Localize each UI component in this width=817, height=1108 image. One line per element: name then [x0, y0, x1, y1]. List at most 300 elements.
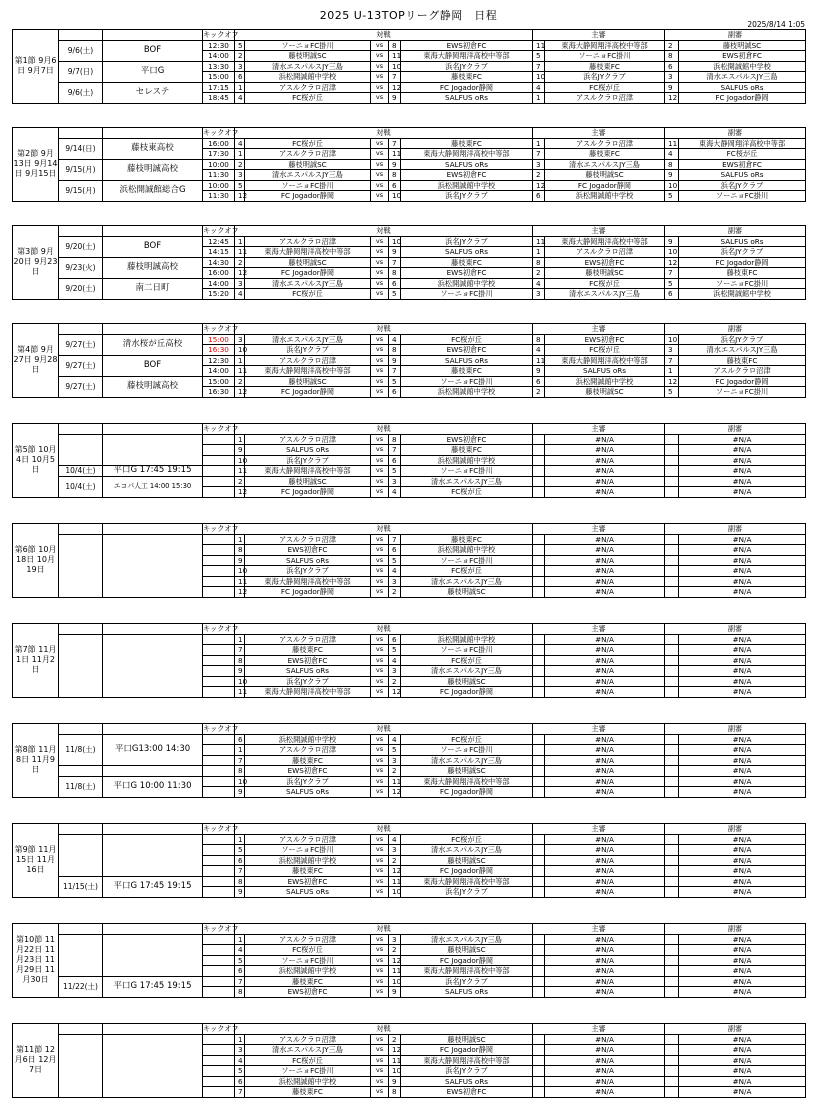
away-team-number: 8 [389, 40, 401, 51]
vs-label: vs [371, 755, 389, 766]
home-team-number: 11 [235, 687, 245, 698]
assistant-team: 藤枝東FC [679, 268, 806, 279]
away-team: EWS初倉FC [401, 170, 533, 181]
vs-label: vs [371, 934, 389, 945]
vs-label: vs [371, 159, 389, 170]
home-team: 浜松開誠館中学校 [245, 734, 371, 745]
assistant-number: 10 [665, 334, 679, 345]
away-team-number: 11 [389, 966, 401, 977]
round-header-row [13, 424, 806, 435]
away-team-number: 8 [389, 345, 401, 356]
away-team: 清水エスパルスJY三島 [401, 666, 533, 677]
vs-label: vs [371, 876, 389, 887]
home-team-number: 4 [235, 945, 245, 956]
vs-label: vs [371, 634, 389, 645]
match-venue [103, 834, 203, 876]
kickoff-time [203, 834, 235, 845]
referee-team: #N/A [545, 787, 665, 798]
header-match: 対戦 [235, 524, 533, 535]
assistant-number: 8 [665, 159, 679, 170]
home-team-number: 5 [235, 180, 245, 191]
kickoff-time [203, 734, 235, 745]
away-team: 東海大静岡翔洋高校中等部 [401, 776, 533, 787]
home-team-number: 9 [235, 887, 245, 898]
away-team-number: 10 [389, 976, 401, 987]
assistant-team: 東海大静岡翔洋高校中等部 [679, 138, 806, 149]
referee-team: #N/A [545, 866, 665, 877]
referee-number [533, 734, 545, 745]
header-referee: 主審 [533, 524, 665, 535]
assistant-team: #N/A [679, 676, 806, 687]
match-date: 9/20(土) [59, 278, 103, 299]
header-date-blank [59, 524, 103, 535]
away-team: 浜名JYクラブ [401, 61, 533, 72]
home-team: 浜松開誠館中学校 [245, 72, 371, 83]
assistant-number: 9 [665, 82, 679, 93]
referee-number [533, 545, 545, 556]
away-team-number: 5 [389, 745, 401, 756]
match-venue: 浜松開誠館総合G [103, 180, 203, 201]
assistant-team: #N/A [679, 576, 806, 587]
vs-label: vs [371, 387, 389, 398]
header-assistant: 副審 [665, 226, 806, 237]
home-team: 清水エスパルスJY三島 [245, 278, 371, 289]
referee-team: アスルクラロ沼津 [545, 247, 665, 258]
match-date: 9/15(月) [59, 159, 103, 180]
home-team-number: 9 [235, 445, 245, 456]
match-row [13, 334, 806, 345]
referee-number [533, 434, 545, 445]
away-team-number: 12 [389, 82, 401, 93]
home-team: 浜名JYクラブ [245, 345, 371, 356]
home-team: SALFUS oRs [245, 666, 371, 677]
vs-label: vs [371, 855, 389, 866]
away-team: ソーニョFC掛川 [401, 645, 533, 656]
match-date: 9/27(土) [59, 334, 103, 355]
referee-number: 4 [533, 82, 545, 93]
referee-number: 1 [533, 138, 545, 149]
home-team-number: 10 [235, 676, 245, 687]
assistant-team: FC Jogador静岡 [679, 376, 806, 387]
referee-team: #N/A [545, 466, 665, 477]
home-team: 藤枝明誠SC [245, 376, 371, 387]
match-venue: セレステ [103, 82, 203, 103]
round-header-row [13, 30, 806, 41]
home-team: 清水エスパルスJY三島 [245, 334, 371, 345]
away-team: SALFUS oRs [401, 1076, 533, 1087]
kickoff-time [203, 1034, 235, 1045]
round-header-row [13, 924, 806, 935]
home-team: 東海大静岡翔洋高校中等部 [245, 366, 371, 377]
assistant-number [665, 834, 679, 845]
away-team: FC桜が丘 [401, 655, 533, 666]
away-team-number: 4 [389, 655, 401, 666]
away-team-number: 5 [389, 555, 401, 566]
kickoff-time [203, 745, 235, 756]
match-venue: 南二日町 [103, 278, 203, 299]
assistant-team: 藤枝東FC [679, 355, 806, 366]
assistant-team: #N/A [679, 966, 806, 977]
assistant-team: #N/A [679, 945, 806, 956]
assistant-team: #N/A [679, 587, 806, 598]
kickoff-time [203, 1087, 235, 1098]
home-team-number: 4 [235, 138, 245, 149]
home-team: 浜名JYクラブ [245, 776, 371, 787]
header-assistant: 副審 [665, 924, 806, 935]
home-team: 藤枝東FC [245, 976, 371, 987]
assistant-number [665, 1066, 679, 1077]
home-team: 東海大静岡翔洋高校中等部 [245, 466, 371, 477]
kickoff-time: 13:30 [203, 61, 235, 72]
referee-number [533, 834, 545, 845]
header-referee: 主審 [533, 128, 665, 139]
header-venue-blank [103, 1024, 203, 1035]
away-team: 藤枝東FC [401, 72, 533, 83]
kickoff-time: 15:00 [203, 72, 235, 83]
referee-number [533, 866, 545, 877]
kickoff-time [203, 887, 235, 898]
kickoff-time [203, 945, 235, 956]
referee-team: #N/A [545, 845, 665, 856]
referee-team: #N/A [545, 666, 665, 677]
away-team: 浜名JYクラブ [401, 236, 533, 247]
kickoff-time [203, 766, 235, 777]
home-team-number: 9 [235, 555, 245, 566]
away-team: 清水エスパルスJY三島 [401, 934, 533, 945]
match-row [13, 434, 806, 445]
match-date: 11/8(土) [59, 776, 103, 797]
vs-label: vs [371, 257, 389, 268]
home-team-number: 11 [235, 466, 245, 477]
referee-team: 藤枝東FC [545, 149, 665, 160]
away-team-number: 7 [389, 72, 401, 83]
referee-team: 東海大静岡翔洋高校中等部 [545, 236, 665, 247]
header-match: 対戦 [235, 30, 533, 41]
home-team-number: 1 [235, 149, 245, 160]
match-venue: 清水桜が丘高校 [103, 334, 203, 355]
away-team-number: 12 [389, 955, 401, 966]
referee-team: #N/A [545, 566, 665, 577]
referee-number [533, 476, 545, 487]
assistant-team: #N/A [679, 855, 806, 866]
assistant-number [665, 987, 679, 998]
match-date [59, 834, 103, 876]
home-team-number: 5 [235, 845, 245, 856]
match-row [13, 61, 806, 72]
away-team-number: 11 [389, 876, 401, 887]
round-block [12, 623, 806, 698]
referee-team: #N/A [545, 1034, 665, 1045]
kickoff-time [203, 966, 235, 977]
kickoff-time: 17:15 [203, 82, 235, 93]
referee-team: #N/A [545, 576, 665, 587]
match-row [13, 476, 806, 487]
home-team-number: 10 [235, 455, 245, 466]
match-row [13, 634, 806, 645]
referee-number: 10 [533, 72, 545, 83]
header-referee: 主審 [533, 824, 665, 835]
vs-label: vs [371, 40, 389, 51]
round-header-row [13, 524, 806, 535]
away-team: FC桜が丘 [401, 566, 533, 577]
match-venue [103, 766, 203, 777]
referee-number: 5 [533, 51, 545, 62]
referee-number [533, 845, 545, 856]
header-date-blank [59, 1024, 103, 1035]
assistant-number [665, 876, 679, 887]
away-team: 浜名JYクラブ [401, 887, 533, 898]
home-team-number: 2 [235, 51, 245, 62]
kickoff-time [203, 787, 235, 798]
header-kickoff: キックオフ [203, 524, 239, 534]
home-team: FC桜が丘 [245, 138, 371, 149]
assistant-number [665, 845, 679, 856]
referee-number [533, 445, 545, 456]
home-team: FC桜が丘 [245, 1055, 371, 1066]
away-team: ソーニョFC掛川 [401, 289, 533, 300]
assistant-team: 浜名JYクラブ [679, 247, 806, 258]
away-team-number: 10 [389, 1066, 401, 1077]
vs-label: vs [371, 534, 389, 545]
assistant-team: EWS初倉FC [679, 159, 806, 170]
home-team-number: 2 [235, 257, 245, 268]
match-venue: 藤枝東高校 [103, 138, 203, 159]
kickoff-time: 18:45 [203, 93, 235, 104]
kickoff-time [203, 545, 235, 556]
header-venue-blank [103, 424, 203, 435]
away-team: FC桜が丘 [401, 734, 533, 745]
home-team: EWS初倉FC [245, 766, 371, 777]
vs-label: vs [371, 1034, 389, 1045]
kickoff-time [203, 655, 235, 666]
referee-team: 東海大静岡翔洋高校中等部 [545, 40, 665, 51]
kickoff-time [203, 534, 235, 545]
referee-team: #N/A [545, 755, 665, 766]
round-label: 第1節 9月6日 9月7日 [13, 30, 59, 104]
referee-team: 藤枝明誠SC [545, 268, 665, 279]
assistant-number [665, 545, 679, 556]
referee-team: #N/A [545, 587, 665, 598]
away-team-number: 4 [389, 834, 401, 845]
assistant-number: 7 [665, 355, 679, 366]
home-team: SALFUS oRs [245, 887, 371, 898]
kickoff-time [203, 487, 235, 498]
round-header-row [13, 824, 806, 835]
home-team: 藤枝東FC [245, 755, 371, 766]
kickoff-time [203, 1076, 235, 1087]
away-team-number: 3 [389, 666, 401, 677]
referee-team: #N/A [545, 445, 665, 456]
vs-label: vs [371, 745, 389, 756]
home-team-number: 10 [235, 345, 245, 356]
away-team: FC Jogador静岡 [401, 955, 533, 966]
kickoff-time [203, 987, 235, 998]
header-match: 対戦 [235, 424, 533, 435]
home-team-number: 8 [235, 876, 245, 887]
away-team-number: 6 [389, 180, 401, 191]
header-referee: 主審 [533, 624, 665, 635]
away-team: 浜名JYクラブ [401, 1066, 533, 1077]
assistant-number [665, 666, 679, 677]
assistant-team: #N/A [679, 976, 806, 987]
match-date: 10/4(土) [59, 466, 103, 477]
vs-label: vs [371, 466, 389, 477]
round-table [12, 423, 806, 498]
home-team: SALFUS oRs [245, 787, 371, 798]
assistant-team: #N/A [679, 466, 806, 477]
referee-number [533, 634, 545, 645]
assistant-team: #N/A [679, 445, 806, 456]
away-team-number: 11 [389, 776, 401, 787]
assistant-team: ソーニョFC掛川 [679, 191, 806, 202]
assistant-number [665, 645, 679, 656]
referee-number: 4 [533, 345, 545, 356]
home-team: 浜松開誠館中学校 [245, 966, 371, 977]
away-team-number: 7 [389, 534, 401, 545]
match-date: 10/4(土) [59, 476, 103, 497]
referee-team: EWS初倉FC [545, 334, 665, 345]
away-team-number: 12 [389, 787, 401, 798]
assistant-number [665, 1055, 679, 1066]
referee-team: 清水エスパルスJY三島 [545, 289, 665, 300]
header-assistant: 副審 [665, 624, 806, 635]
home-team-number: 8 [235, 545, 245, 556]
header-venue-blank [103, 724, 203, 735]
home-team-number: 12 [235, 587, 245, 598]
away-team-number: 11 [389, 149, 401, 160]
match-row [13, 40, 806, 51]
assistant-number: 6 [665, 61, 679, 72]
vs-label: vs [371, 289, 389, 300]
away-team: 浜名JYクラブ [401, 976, 533, 987]
match-row [13, 876, 806, 887]
match-venue: 藤枝明誠高校 [103, 376, 203, 397]
assistant-number: 11 [665, 138, 679, 149]
assistant-team: #N/A [679, 776, 806, 787]
assistant-number: 12 [665, 93, 679, 104]
round-block [12, 823, 806, 898]
referee-team: #N/A [545, 645, 665, 656]
away-team-number: 4 [389, 566, 401, 577]
referee-number: 6 [533, 376, 545, 387]
assistant-number [665, 776, 679, 787]
assistant-team: 浜松開誠館中学校 [679, 61, 806, 72]
match-row [13, 766, 806, 777]
assistant-number [665, 934, 679, 945]
header-kickoff: キックオフ [203, 128, 239, 138]
match-row [13, 834, 806, 845]
away-team-number: 8 [389, 268, 401, 279]
assistant-number: 9 [665, 236, 679, 247]
assistant-number [665, 445, 679, 456]
vs-label: vs [371, 376, 389, 387]
header-assistant: 副審 [665, 724, 806, 735]
vs-label: vs [371, 61, 389, 72]
assistant-number: 10 [665, 247, 679, 258]
referee-team: 東海大静岡翔洋高校中等部 [545, 355, 665, 366]
kickoff-time: 11:30 [203, 170, 235, 181]
home-team: FC Jogador静岡 [245, 587, 371, 598]
match-row [13, 734, 806, 745]
referee-team: #N/A [545, 534, 665, 545]
round-label: 第8節 11月8日 11月9日 [13, 724, 59, 798]
away-team: 浜松開誠館中学校 [401, 278, 533, 289]
home-team-number: 12 [235, 268, 245, 279]
away-team-number: 6 [389, 545, 401, 556]
header-referee: 主審 [533, 924, 665, 935]
away-team: 浜松開誠館中学校 [401, 634, 533, 645]
assistant-number [665, 1087, 679, 1098]
home-team: SALFUS oRs [245, 555, 371, 566]
assistant-team: SALFUS oRs [679, 170, 806, 181]
referee-number: 3 [533, 289, 545, 300]
assistant-number [665, 434, 679, 445]
referee-number [533, 887, 545, 898]
page-title: 2025 U-13TOPリーグ静岡 日程 [319, 9, 498, 22]
vs-label: vs [371, 170, 389, 181]
kickoff-time [203, 934, 235, 945]
home-team: 東海大静岡翔洋高校中等部 [245, 247, 371, 258]
vs-label: vs [371, 555, 389, 566]
round-header-row [13, 1024, 806, 1035]
assistant-team: #N/A [679, 845, 806, 856]
home-team: 浜松開誠館中学校 [245, 1076, 371, 1087]
home-team-number: 8 [235, 987, 245, 998]
vs-label: vs [371, 268, 389, 279]
away-team-number: 12 [389, 1045, 401, 1056]
away-team-number: 9 [389, 987, 401, 998]
match-venue: 平口G 17:45 19:15 [103, 976, 203, 997]
kickoff-time: 16:30 [203, 345, 235, 356]
home-team: 清水エスパルスJY三島 [245, 61, 371, 72]
away-team: 清水エスパルスJY三島 [401, 755, 533, 766]
match-venue: BOF [103, 236, 203, 257]
away-team: 清水エスパルスJY三島 [401, 845, 533, 856]
kickoff-time: 15:00 [203, 334, 235, 345]
home-team: EWS初倉FC [245, 987, 371, 998]
away-team-number: 10 [389, 887, 401, 898]
header-assistant: 副審 [665, 424, 806, 435]
home-team-number: 6 [235, 734, 245, 745]
header-venue-blank [103, 624, 203, 635]
referee-number [533, 587, 545, 598]
round-label: 第2節 9月13日 9月14日 9月15日 [13, 128, 59, 202]
header-kickoff: キックオフ [203, 226, 239, 236]
away-team-number: 3 [389, 755, 401, 766]
vs-label: vs [371, 455, 389, 466]
header-referee: 主審 [533, 724, 665, 735]
assistant-team: #N/A [679, 566, 806, 577]
assistant-team: 清水エスパルスJY三島 [679, 72, 806, 83]
away-team: 藤枝明誠SC [401, 855, 533, 866]
home-team: FC桜が丘 [245, 93, 371, 104]
match-row [13, 138, 806, 149]
assistant-team: #N/A [679, 545, 806, 556]
away-team: FC Jogador静岡 [401, 82, 533, 93]
away-team: SALFUS oRs [401, 247, 533, 258]
assistant-number [665, 887, 679, 898]
kickoff-time: 14:00 [203, 278, 235, 289]
header-assistant: 副審 [665, 524, 806, 535]
vs-label: vs [371, 355, 389, 366]
match-venue: 藤枝明誠高校 [103, 159, 203, 180]
home-team: FC Jogador静岡 [245, 191, 371, 202]
away-team-number: 10 [389, 61, 401, 72]
kickoff-time [203, 876, 235, 887]
vs-label: vs [371, 476, 389, 487]
referee-number [533, 976, 545, 987]
referee-number: 1 [533, 247, 545, 258]
